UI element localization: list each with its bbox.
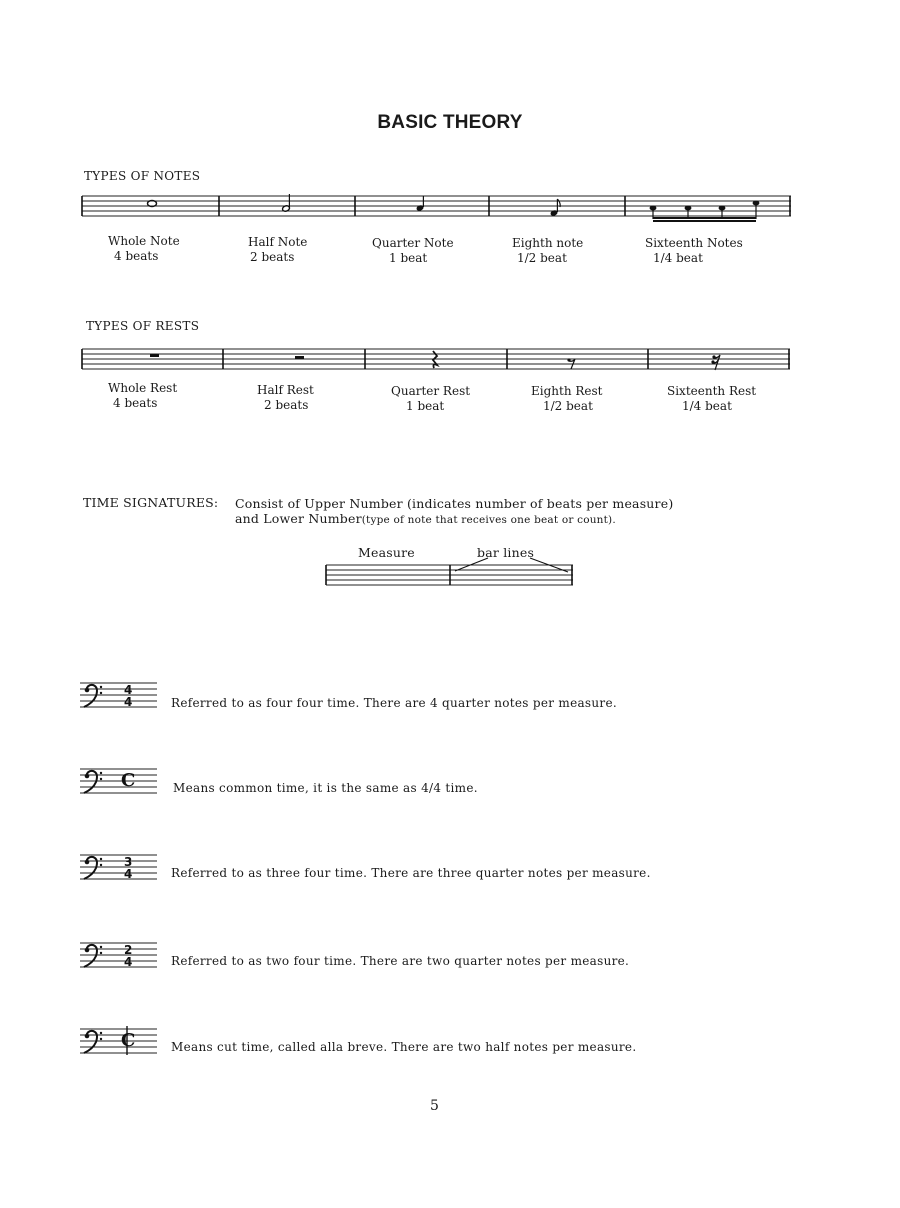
rest-name: Half Rest	[257, 383, 314, 397]
bass-clef-icon	[84, 685, 102, 707]
bass-clef-icon	[84, 1031, 102, 1053]
note-name: Half Note	[248, 235, 308, 249]
page-title: BASIC THEORY	[377, 112, 523, 133]
rest-name: Sixteenth Rest	[667, 384, 757, 398]
time-sig-upper: 3	[124, 855, 133, 869]
rest-beats: 1/4 beat	[682, 399, 732, 413]
rest-beats: 1 beat	[406, 399, 445, 413]
rest-name: Quarter Rest	[391, 384, 471, 398]
time-signatures-line1: Consist of Upper Number (indicates number of beats per measure)	[235, 496, 674, 511]
note-beats: 1/4 beat	[653, 251, 703, 265]
time-sig-lower: 4	[124, 867, 133, 881]
example-description: Referred to as two four time. There are two quarter notes per measure.	[171, 954, 630, 968]
rests-heading: TYPES OF RESTS	[86, 319, 200, 333]
notes-heading: TYPES OF NOTES	[84, 169, 201, 183]
note-name: Quarter Note	[372, 236, 454, 250]
mini-staff	[80, 855, 157, 881]
note-beats: 2 beats	[250, 250, 295, 264]
example-description: Means common time, it is the same as 4/4 time.	[173, 781, 478, 795]
time-sig-lower: 4	[124, 695, 133, 709]
note-name: Eighth note	[512, 236, 584, 250]
example-description: Referred to as four four time. There are 4 quarter notes per measure.	[171, 696, 617, 710]
time-signatures-line2-lead: and Lower Number	[235, 511, 362, 526]
note-name: Sixteenth Notes	[645, 236, 743, 250]
note-beats: 1/2 beat	[517, 251, 567, 265]
page-number: 5	[430, 1098, 439, 1114]
measure-label: Measure	[358, 545, 415, 560]
rest-beats: 4 beats	[113, 396, 158, 410]
common-time-symbol: C	[121, 1030, 136, 1051]
bass-clef-icon	[84, 945, 102, 967]
rest-name: Whole Rest	[108, 381, 178, 395]
time-sig-lower: 4	[124, 955, 133, 969]
time-sig-upper: 2	[124, 943, 133, 957]
mini-staff	[80, 943, 157, 969]
example-description: Means cut time, called alla breve. There are two half notes per measure.	[171, 1040, 637, 1054]
mini-staff	[80, 683, 157, 709]
note-beats: 1 beat	[389, 251, 428, 265]
time-signatures-heading: TIME SIGNATURES:	[83, 495, 219, 510]
example-description: Referred to as three four time. There are three quarter notes per measure.	[171, 866, 651, 880]
note-beats: 4 beats	[114, 249, 159, 263]
rest-beats: 1/2 beat	[543, 399, 593, 413]
mini-staff	[80, 1026, 157, 1055]
mini-staff	[80, 769, 157, 793]
common-time-symbol: C	[121, 770, 136, 791]
rest-beats: 2 beats	[264, 398, 309, 412]
barlines-label: bar lines	[477, 545, 535, 560]
bass-clef-icon	[84, 857, 102, 879]
bass-clef-icon	[84, 771, 102, 793]
note-name: Whole Note	[108, 234, 180, 248]
time-sig-upper: 4	[124, 683, 133, 697]
rest-name: Eighth Rest	[531, 384, 603, 398]
time-signatures-line2-rest: (type of note that receives one beat or count).	[361, 514, 616, 526]
